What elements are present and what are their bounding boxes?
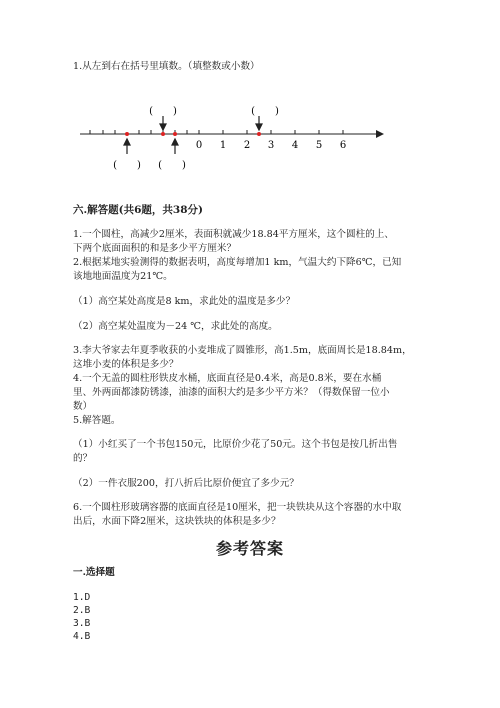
problem-5-title: 5.解答题。 [73, 415, 121, 426]
problem-1-line-1: 1.一个圆柱，高减少2厘米，表面积就减少18.84平方厘米，这个圆柱的上、 [73, 229, 394, 240]
tick-label-2: 2 [243, 140, 251, 151]
problem-4-line-2: 里、外两面都漆防锈漆，油漆的面积大约是多少平方米？（得数保留一位小 [73, 387, 390, 398]
axis-arrow-head [376, 130, 384, 138]
answer-item: 1.D [73, 592, 91, 603]
problem-6-line-1: 6.一个圆柱形玻璃容器的底面直径是10厘米，把一块铁块从这个容器的水中取 [73, 502, 402, 513]
problem-5-subquestion-2: （2）一件衣服200，打八折后比原价便宜了多少元？ [73, 478, 299, 489]
tick-label-0: 0 [195, 140, 203, 151]
answer-section-1-title: 一.选择题 [73, 567, 115, 578]
marked-point-a [125, 132, 129, 136]
blank-top-1: ( ) [149, 106, 177, 117]
answer-item: 4.B [73, 631, 91, 642]
problem-4-line-1: 4.一个无盖的圆柱形铁皮水桶，底面直径是0.4米，高是0.8米，要在水桶 [73, 373, 382, 384]
problem-2-subquestion-2: （2）高空某处温度为－24 ℃，求此处的高度。 [73, 321, 278, 332]
tick-label-6: 6 [339, 140, 347, 151]
tick-label-1: 1 [219, 140, 227, 151]
tick-label-4: 4 [291, 140, 299, 151]
tick-label-5: 5 [315, 140, 323, 151]
problem-3-line-2: 这堆小麦的体积是多少？ [73, 359, 179, 370]
problem-3-line-1: 3.李大爷家去年夏季收获的小麦堆成了圆锥形，高1.5m，底面周长是18.84m， [73, 345, 412, 356]
answer-item: 3.B [73, 618, 91, 629]
question-1-prompt: 1.从左到右在括号里填数。（填整数或小数） [73, 61, 260, 72]
section-6-title: 六.解答题(共6题，共38分) [73, 204, 204, 216]
marked-point-c [173, 132, 177, 136]
problem-4-line-3: 数） [73, 401, 93, 412]
number-line-figure [0, 100, 500, 180]
tick-label-3: 3 [267, 140, 275, 151]
problem-5-subquestion-1-line-2: 的？ [73, 453, 93, 464]
pointer-arrows [124, 116, 262, 154]
problem-1-line-2: 下两个底面面积的和是多少平方厘米？ [73, 243, 237, 254]
blank-bottom-1: ( ) [113, 160, 141, 171]
blank-bottom-2: ( ) [158, 160, 186, 171]
marked-point-b [161, 132, 165, 136]
problem-2-line-1: 2.根据某地实验测得的数据表明，高度每增加1 km，气温大约下降6℃，已知 [73, 257, 402, 268]
answer-key-title: 参考答案 [215, 539, 284, 558]
tick-labels [196, 140, 346, 151]
problem-2-subquestion-1: （1）高空某处高度是8 km，求此处的温度是多少？ [73, 296, 296, 307]
problem-2-line-2: 该地地面温度为21℃。 [73, 271, 173, 282]
problem-6-line-2: 出后，水面下降2厘米，这块铁块的体积是多少？ [73, 516, 281, 527]
marked-point-d [257, 132, 261, 136]
answer-item: 2.B [73, 605, 91, 616]
blank-top-2: ( ) [251, 106, 279, 117]
problem-5-subquestion-1-line-1: （1）小红买了一个书包150元，比原价少花了50元。这个书包是按几折出售 [73, 439, 398, 450]
